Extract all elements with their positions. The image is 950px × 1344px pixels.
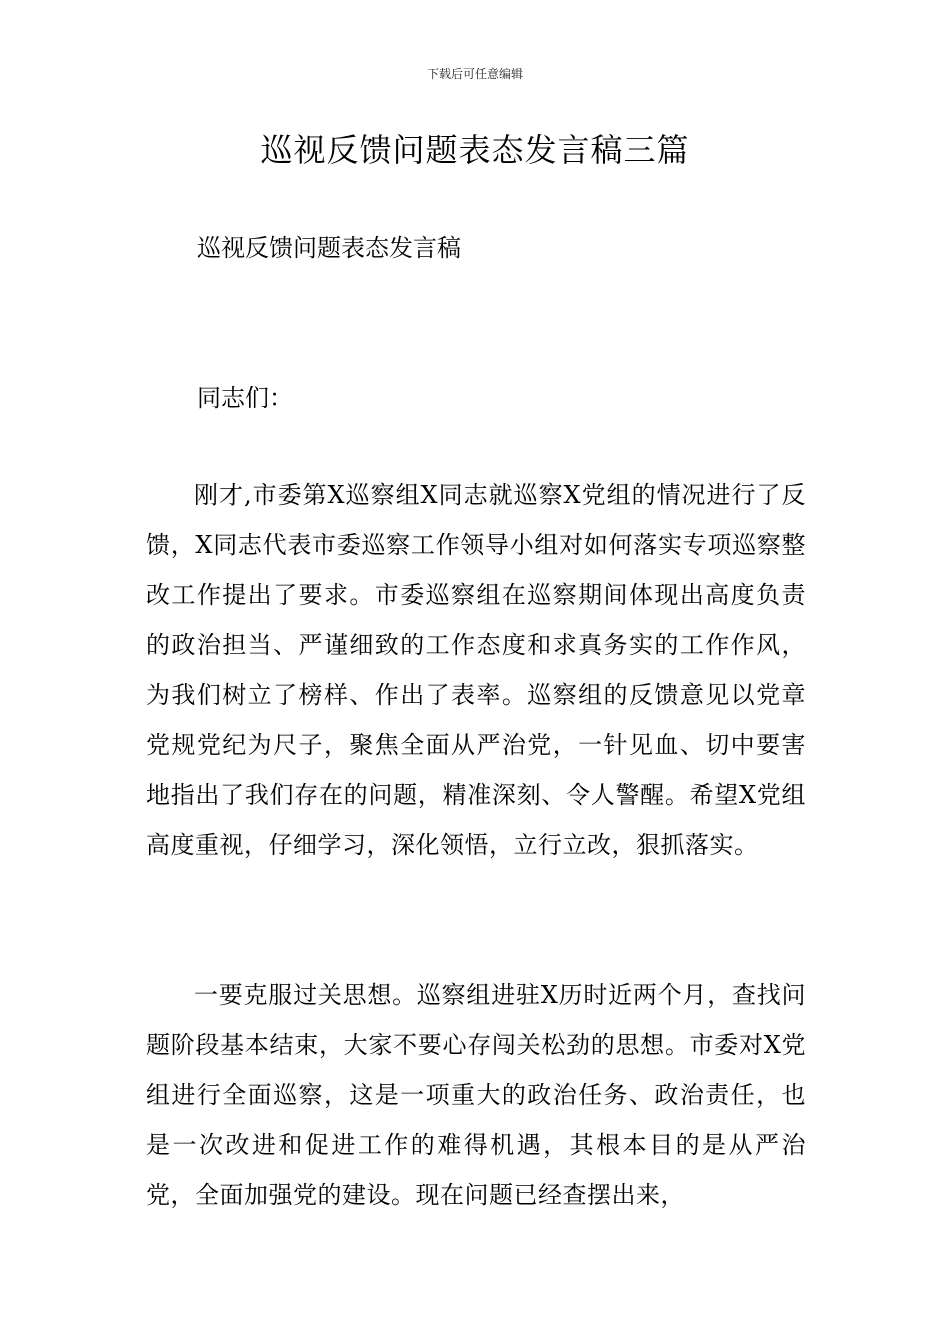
salutation: 同志们： — [197, 384, 293, 412]
header-note: 下载后可任意编辑 — [426, 67, 523, 81]
body-paragraph: 刚才,市委第X巡察组X同志就巡察X党组的情况进行了反馈，X同志代表市委巡察工作领导小组对如何落实专项巡察整改工作提出了要求。市委巡察组在巡察期间体现出高度负责的政治担当、严谨细致的工作态度和求真务实的工作作风，为我们树立了榜样、作出了表率。巡察组的反馈意见以党章党规党纪为尺子，聚焦全面从严治党，一针见血、切中要害地指出了我们存在的问题，精准深刻、令人警醒。希望X党组高度重视，仔细学习，深化领悟，立行立改，狠抓落实。 — [146, 481, 806, 859]
document-title: 巡视反馈问题表态发言稿三篇 — [260, 131, 690, 169]
body-paragraph: 一要克服过关思想。巡察组进驻X历时近两个月，查找问题阶段基本结束，大家不要心存闯关松劲的思想。市委对X党组进行全面巡察，这是一项重大的政治任务、政治责任，也是一次改进和促进工作的难得机遇，其根本目的是从严治党，全面加强党的建设。现在问题已经查摆出来， — [146, 981, 806, 1209]
section-subtitle: 巡视反馈问题表态发言稿 — [197, 234, 461, 262]
